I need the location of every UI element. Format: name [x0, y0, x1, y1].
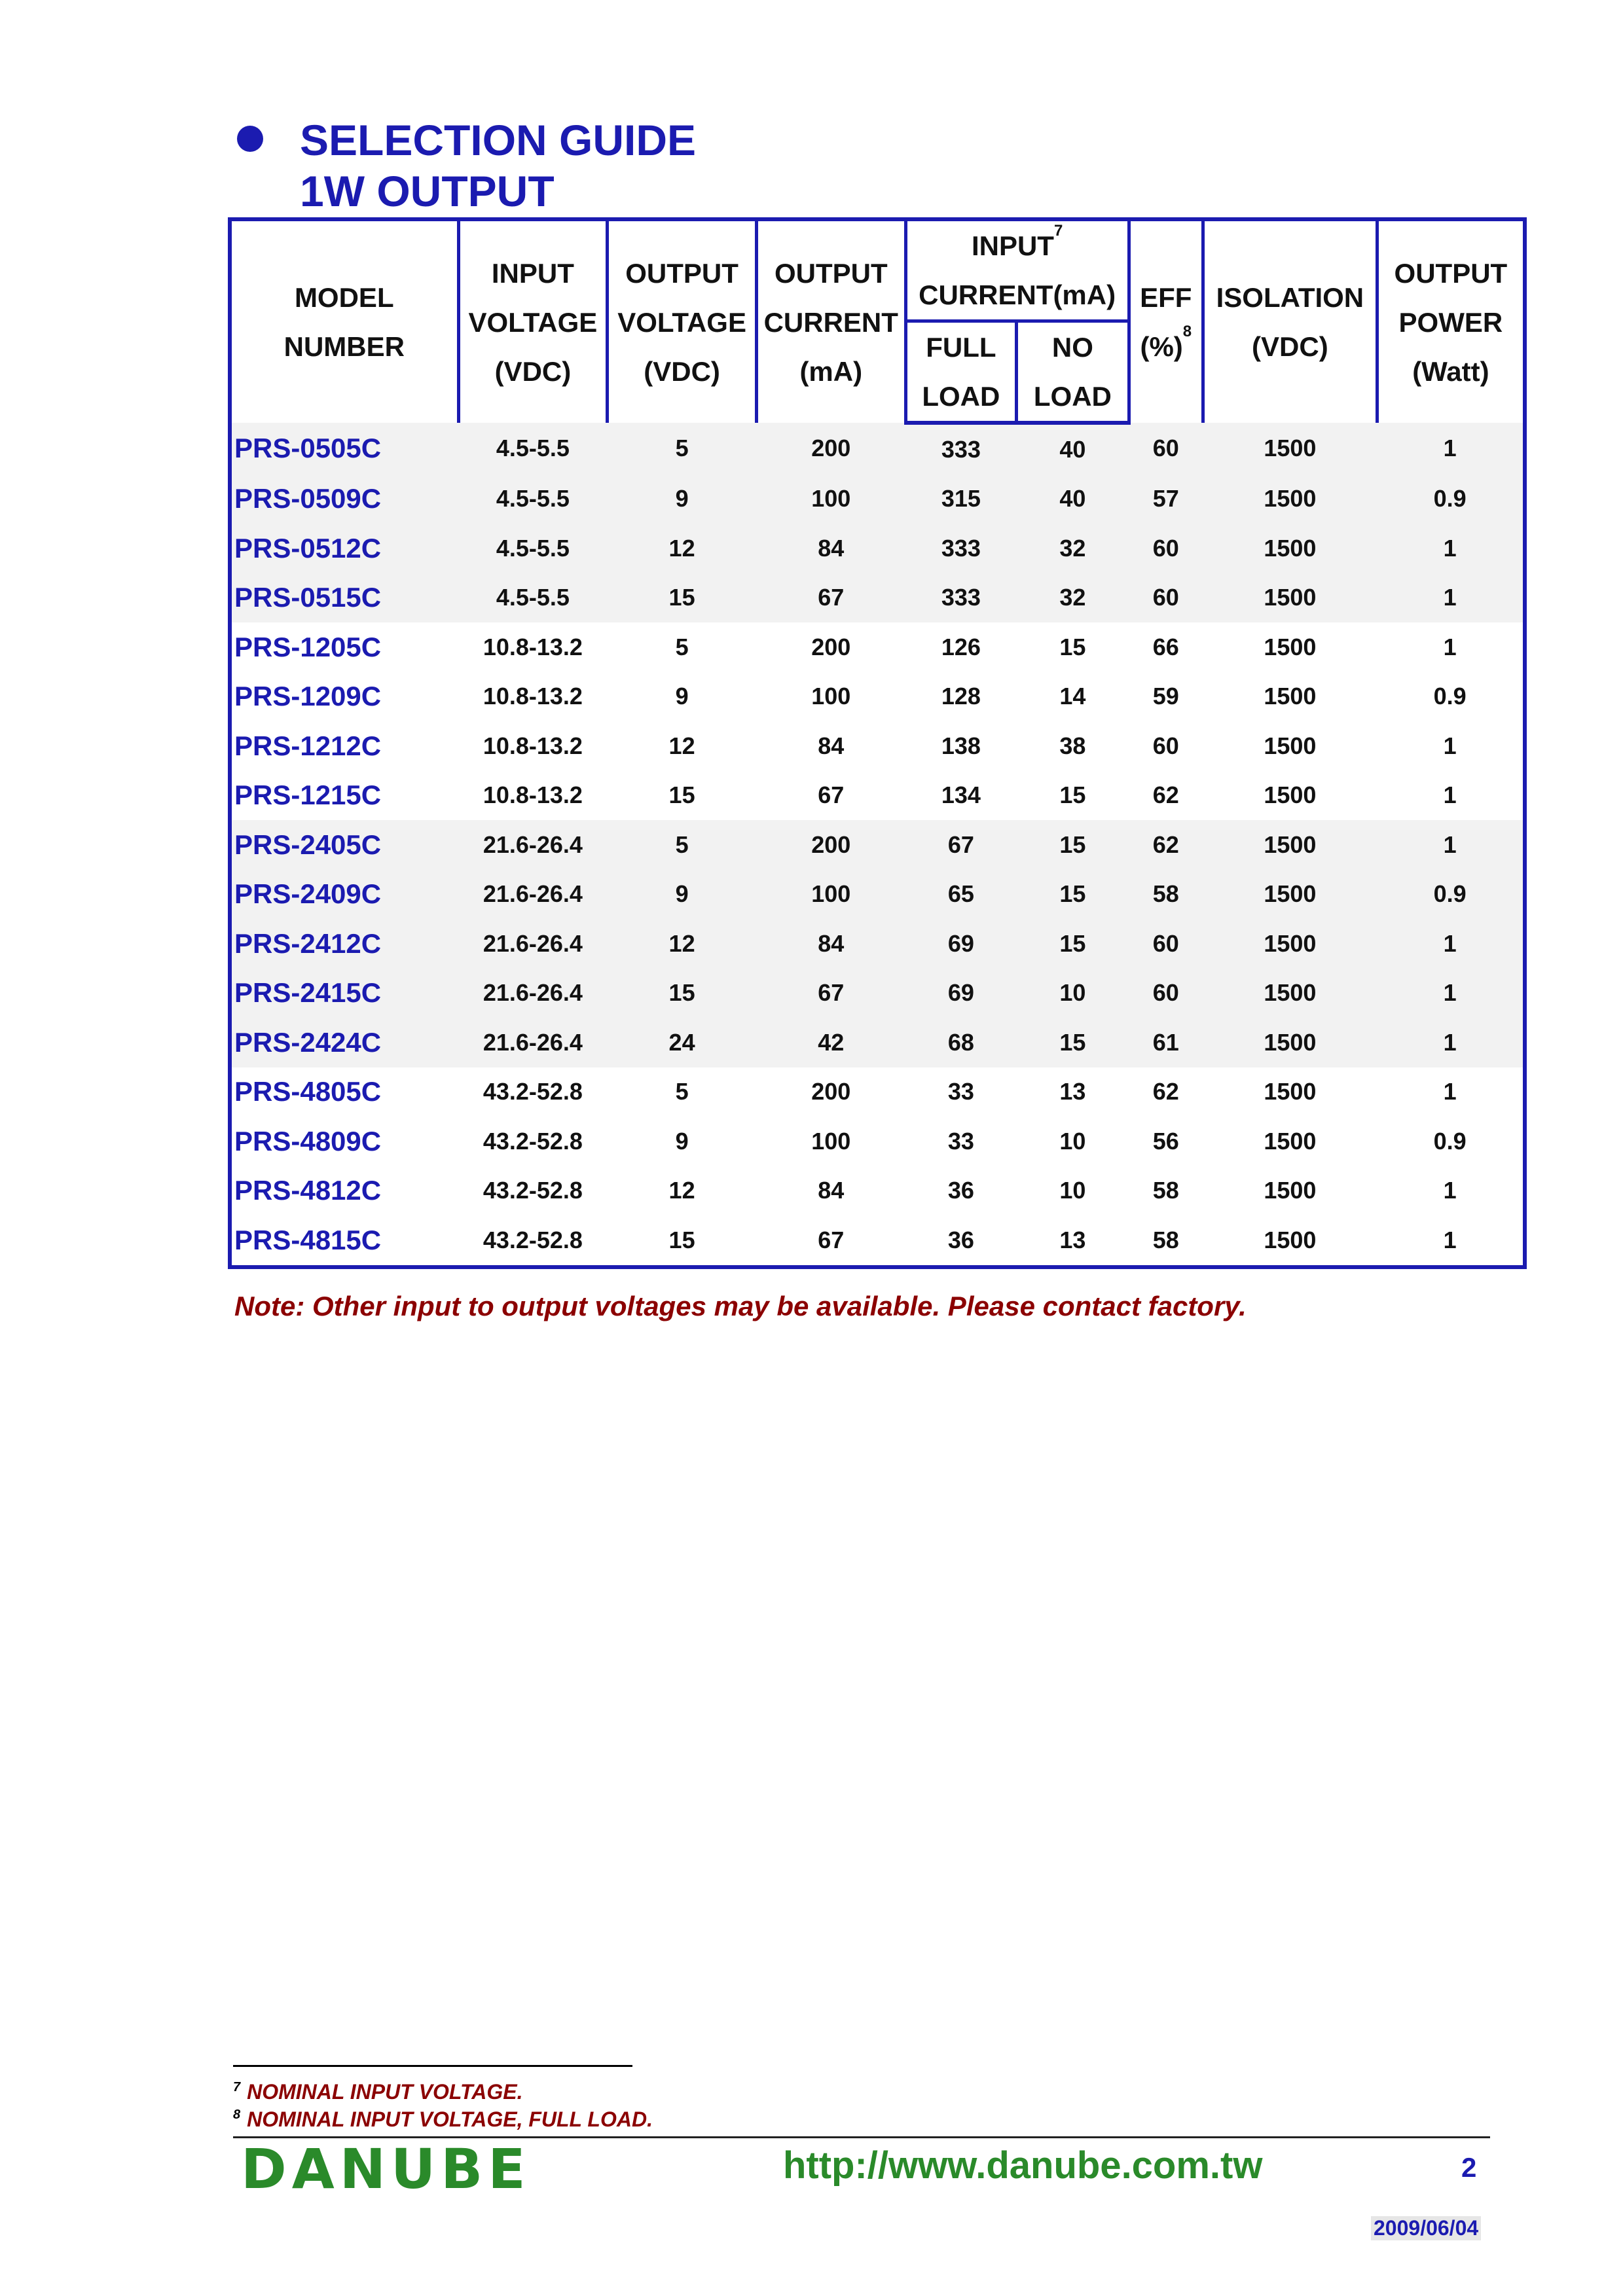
footnote-8: $^8$ NOMINAL INPUT VOLTAGE, FULL LOAD. — [233, 2108, 653, 2131]
cell-eff: 57 — [1152, 485, 1179, 512]
cell-input-voltage: 10.8-13.2 — [483, 781, 583, 809]
cell-model: PRS-1205C — [234, 631, 382, 662]
cell-output-voltage: 5 — [675, 1078, 689, 1105]
cell-output-voltage: 5 — [675, 831, 689, 858]
cell-output-voltage: 5 — [675, 633, 689, 660]
cell-no-load: 10 — [1059, 1177, 1086, 1204]
cell-output-current: 84 — [818, 1177, 845, 1204]
cell-output-power: 1 — [1443, 831, 1457, 858]
cell-isolation: 1500 — [1264, 534, 1317, 562]
cell-output-power: 1 — [1443, 1028, 1457, 1056]
table-row — [230, 721, 1525, 771]
cell-output-current: 100 — [811, 1127, 851, 1155]
cell-output-power: 1 — [1443, 929, 1457, 957]
cell-no-load: 14 — [1059, 683, 1086, 710]
cell-full-load: 36 — [947, 1226, 974, 1253]
cell-isolation: 1500 — [1264, 880, 1317, 908]
cell-model: PRS-0505C — [234, 433, 382, 464]
cell-eff: 61 — [1152, 1028, 1179, 1056]
cell-output-voltage: 24 — [668, 1028, 695, 1056]
cell-output-voltage: 9 — [675, 683, 689, 710]
table-row — [230, 771, 1525, 821]
cell-full-load: 69 — [947, 929, 974, 957]
cell-no-load: 38 — [1059, 732, 1086, 759]
cell-isolation: 1500 — [1264, 1028, 1317, 1056]
cell-output-power: 1 — [1443, 584, 1457, 611]
cell-full-load: 333 — [941, 534, 981, 562]
group-24 — [230, 820, 1525, 1067]
cell-no-load: 40 — [1059, 485, 1086, 512]
cell-eff: 66 — [1152, 633, 1179, 660]
table-row — [230, 1215, 1525, 1267]
cell-output-power: 1 — [1443, 435, 1457, 462]
section-title: SELECTION GUIDE — [300, 116, 697, 164]
cell-isolation: 1500 — [1264, 831, 1317, 858]
selection-table — [228, 217, 1527, 1269]
cell-eff: 59 — [1152, 683, 1179, 710]
cell-full-load: 33 — [947, 1078, 974, 1105]
revision-date: 2009/06/04 — [1371, 2216, 1481, 2240]
cell-full-load: 134 — [941, 781, 981, 809]
cell-output-voltage: 15 — [668, 979, 695, 1007]
cell-input-voltage: 4.5-5.5 — [496, 534, 570, 562]
group-05 — [230, 423, 1525, 622]
cell-eff: 56 — [1152, 1127, 1179, 1155]
header-output-voltage: OUTPUT VOLTAGE (VDC) — [608, 219, 757, 423]
cell-output-voltage: 12 — [668, 1177, 695, 1204]
header-eff: EFF (%)$^8$ — [1129, 219, 1203, 423]
cell-output-voltage: 9 — [675, 880, 689, 908]
cell-full-load: 68 — [947, 1028, 974, 1056]
cell-input-voltage: 10.8-13.2 — [483, 732, 583, 759]
cell-output-voltage: 15 — [668, 1226, 695, 1253]
cell-isolation: 1500 — [1264, 1226, 1317, 1253]
cell-input-voltage: 43.2-52.8 — [483, 1078, 583, 1105]
cell-isolation: 1500 — [1264, 979, 1317, 1007]
section-subtitle: 1W OUTPUT — [300, 167, 555, 215]
cell-model: PRS-0512C — [234, 532, 382, 564]
cell-input-voltage: 4.5-5.5 — [496, 485, 570, 512]
cell-eff: 60 — [1152, 979, 1179, 1007]
footnote-divider — [233, 2065, 632, 2067]
cell-eff: 60 — [1152, 435, 1179, 462]
cell-eff: 62 — [1152, 831, 1179, 858]
cell-isolation: 1500 — [1264, 435, 1317, 462]
cell-model: PRS-0509C — [234, 483, 382, 514]
cell-no-load: 40 — [1059, 435, 1086, 463]
note-text: Note: Other input to output voltages may be available. Please contact factory. — [234, 1291, 1247, 1321]
cell-eff: 58 — [1152, 1226, 1179, 1253]
cell-output-voltage: 12 — [668, 929, 695, 957]
cell-no-load: 15 — [1059, 781, 1086, 809]
cell-eff: 58 — [1152, 880, 1179, 908]
cell-no-load: 15 — [1059, 1028, 1086, 1056]
cell-input-voltage: 10.8-13.2 — [483, 633, 583, 660]
cell-no-load: 15 — [1059, 880, 1086, 908]
cell-isolation: 1500 — [1264, 929, 1317, 957]
cell-isolation: 1500 — [1264, 633, 1317, 660]
cell-full-load: 333 — [941, 584, 981, 611]
table-row — [230, 423, 1525, 475]
cell-no-load: 15 — [1059, 633, 1086, 660]
cell-input-voltage: 21.6-26.4 — [483, 1028, 583, 1056]
cell-input-voltage: 21.6-26.4 — [483, 929, 583, 957]
cell-output-current: 100 — [811, 485, 851, 512]
table-row — [230, 1067, 1525, 1117]
cell-eff: 60 — [1152, 584, 1179, 611]
cell-model: PRS-0515C — [234, 582, 382, 613]
cell-output-current: 67 — [818, 781, 845, 809]
cell-full-load: 33 — [947, 1127, 974, 1155]
cell-output-current: 200 — [811, 435, 851, 462]
cell-output-power: 1 — [1443, 534, 1457, 562]
cell-output-power: 1 — [1443, 781, 1457, 809]
header-full-load: FULL LOAD — [905, 321, 1017, 423]
table-row — [230, 1117, 1525, 1166]
table-row — [230, 672, 1525, 722]
danube-logo: DANUBE — [241, 2137, 531, 2201]
header-row — [230, 219, 1525, 321]
cell-output-power: 0.9 — [1433, 485, 1467, 512]
cell-model: PRS-4815C — [234, 1224, 382, 1255]
cell-no-load: 10 — [1059, 979, 1086, 1007]
cell-no-load: 15 — [1059, 929, 1086, 957]
cell-isolation: 1500 — [1264, 781, 1317, 809]
cell-output-current: 84 — [818, 929, 845, 957]
cell-input-voltage: 4.5-5.5 — [496, 584, 570, 611]
table-row — [230, 622, 1525, 672]
header-isolation: ISOLATION (VDC) — [1203, 219, 1377, 423]
cell-output-power: 1 — [1443, 1078, 1457, 1105]
cell-output-power: 1 — [1443, 979, 1457, 1007]
header-model: MODEL NUMBER — [230, 219, 458, 423]
cell-output-current: 84 — [818, 732, 845, 759]
cell-isolation: 1500 — [1264, 683, 1317, 710]
cell-model: PRS-4809C — [234, 1125, 382, 1157]
page-number: 2 — [1461, 2152, 1477, 2183]
cell-full-load: 333 — [941, 435, 981, 463]
cell-model: PRS-1215C — [234, 780, 382, 811]
cell-no-load: 32 — [1059, 534, 1086, 562]
cell-model: PRS-1212C — [234, 730, 382, 761]
cell-eff: 58 — [1152, 1177, 1179, 1204]
cell-isolation: 1500 — [1264, 485, 1317, 512]
header-no-load: NO LOAD — [1017, 321, 1129, 423]
table-row — [230, 870, 1525, 920]
cell-output-current: 200 — [811, 1078, 851, 1105]
cell-eff: 60 — [1152, 929, 1179, 957]
cell-eff: 60 — [1152, 534, 1179, 562]
cell-full-load: 65 — [947, 880, 974, 908]
cell-isolation: 1500 — [1264, 1127, 1317, 1155]
cell-output-current: 42 — [818, 1028, 845, 1056]
cell-output-voltage: 12 — [668, 732, 695, 759]
cell-output-current: 200 — [811, 633, 851, 660]
cell-isolation: 1500 — [1264, 584, 1317, 611]
cell-full-load: 315 — [941, 485, 981, 512]
cell-model: PRS-4812C — [234, 1175, 382, 1206]
cell-output-voltage: 9 — [675, 485, 689, 512]
table-row — [230, 919, 1525, 969]
cell-model: PRS-4805C — [234, 1076, 382, 1107]
cell-full-load: 36 — [947, 1177, 974, 1204]
cell-output-voltage: 5 — [675, 435, 689, 462]
cell-full-load: 138 — [941, 732, 981, 759]
cell-output-current: 67 — [818, 1226, 845, 1253]
cell-input-voltage: 21.6-26.4 — [483, 831, 583, 858]
cell-no-load: 13 — [1059, 1226, 1086, 1253]
group-12 — [230, 622, 1525, 820]
cell-output-current: 67 — [818, 584, 845, 611]
cell-output-current: 100 — [811, 880, 851, 908]
header-input-voltage: INPUT VOLTAGE (VDC) — [458, 219, 608, 423]
cell-output-power: 0.9 — [1433, 1127, 1467, 1155]
cell-no-load: 15 — [1059, 831, 1086, 858]
cell-isolation: 1500 — [1264, 732, 1317, 759]
cell-input-voltage: 43.2-52.8 — [483, 1177, 583, 1204]
cell-output-current: 67 — [818, 979, 845, 1007]
cell-input-voltage: 21.6-26.4 — [483, 880, 583, 908]
cell-output-power: 1 — [1443, 1226, 1457, 1253]
cell-output-voltage: 15 — [668, 584, 695, 611]
cell-eff: 60 — [1152, 732, 1179, 759]
cell-eff: 62 — [1152, 1078, 1179, 1105]
cell-output-current: 84 — [818, 534, 845, 562]
cell-output-power: 0.9 — [1433, 880, 1467, 908]
cell-isolation: 1500 — [1264, 1177, 1317, 1204]
cell-no-load: 13 — [1059, 1078, 1086, 1105]
cell-output-power: 1 — [1443, 1177, 1457, 1204]
cell-output-current: 100 — [811, 683, 851, 710]
cell-input-voltage: 43.2-52.8 — [483, 1127, 583, 1155]
cell-model: PRS-2415C — [234, 977, 382, 1009]
table-row — [230, 475, 1525, 524]
header-output-current: OUTPUT CURRENT (mA) — [756, 219, 905, 423]
table-row — [230, 969, 1525, 1018]
cell-model: PRS-2424C — [234, 1026, 382, 1058]
footnote-7: $^7$ NOMINAL INPUT VOLTAGE. — [233, 2080, 523, 2104]
header-input-current: INPUT$^7$ CURRENT(mA) — [905, 219, 1129, 321]
header-output-power: OUTPUT POWER (Watt) — [1377, 219, 1525, 423]
cell-eff: 62 — [1152, 781, 1179, 809]
cell-model: PRS-2405C — [234, 829, 382, 860]
cell-full-load: 67 — [947, 831, 974, 858]
table-row — [230, 1018, 1525, 1067]
cell-output-power: 1 — [1443, 633, 1457, 660]
cell-input-voltage: 21.6-26.4 — [483, 979, 583, 1007]
cell-output-voltage: 15 — [668, 781, 695, 809]
table-row — [230, 524, 1525, 573]
table-row — [230, 573, 1525, 623]
cell-no-load: 32 — [1059, 584, 1086, 611]
group-48 — [230, 1067, 1525, 1267]
cell-output-voltage: 9 — [675, 1127, 689, 1155]
cell-model: PRS-1209C — [234, 681, 382, 712]
bullet-icon — [237, 126, 263, 152]
table-row — [230, 820, 1525, 870]
cell-input-voltage: 43.2-52.8 — [483, 1226, 583, 1253]
cell-output-voltage: 12 — [668, 534, 695, 562]
cell-isolation: 1500 — [1264, 1078, 1317, 1105]
cell-input-voltage: 10.8-13.2 — [483, 683, 583, 710]
cell-output-power: 1 — [1443, 732, 1457, 759]
website-link[interactable]: http://www.danube.com.tw — [783, 2144, 1263, 2187]
cell-full-load: 69 — [947, 979, 974, 1007]
cell-model: PRS-2412C — [234, 927, 382, 959]
cell-output-current: 200 — [811, 831, 851, 858]
cell-input-voltage: 4.5-5.5 — [496, 435, 570, 462]
cell-full-load: 126 — [941, 633, 981, 660]
cell-full-load: 128 — [941, 683, 981, 710]
table-row — [230, 1166, 1525, 1216]
cell-model: PRS-2409C — [234, 878, 382, 910]
cell-no-load: 10 — [1059, 1127, 1086, 1155]
cell-output-power: 0.9 — [1433, 683, 1467, 710]
